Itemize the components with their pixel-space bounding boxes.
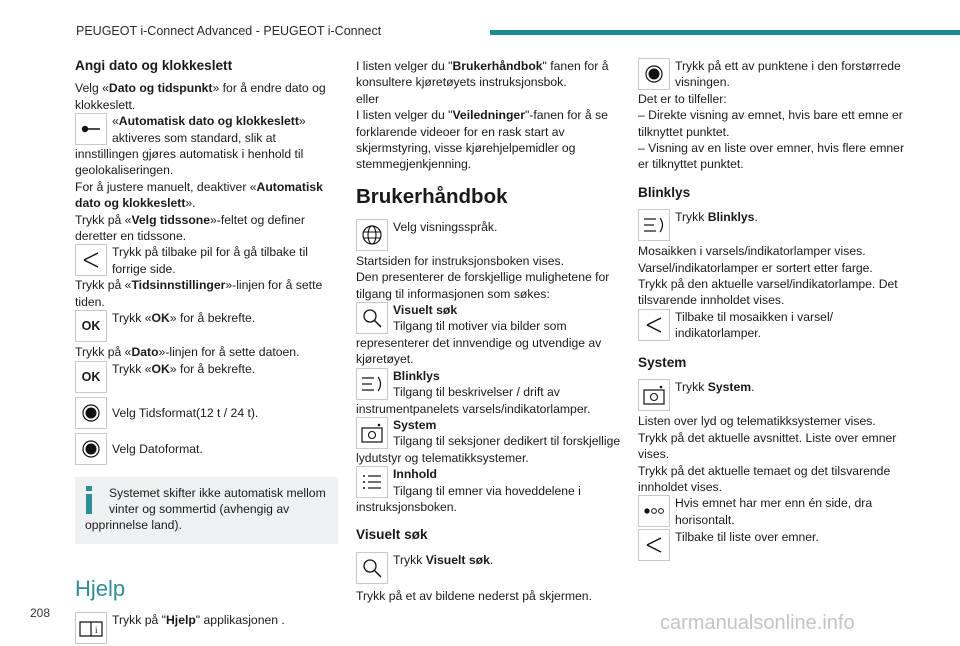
running-header: PEUGEOT i-Connect Advanced - PEUGEOT i-Connect (76, 24, 382, 38)
paragraph: Trykk på den aktuelle varsel/indikatorlampe. Det tilsvarende innholdet vises. (638, 277, 898, 308)
magnifier-icon (356, 302, 388, 334)
warning-lamps-row: Blinklys Tilgang til beskrivelser / drift av instrumentpanelets varsels/indikatorlamper. (356, 368, 591, 416)
section-heading-date-time: Angi dato og klokkeslett (75, 58, 233, 73)
paragraph: Listen over lyd og telematikksystemer vises. (638, 414, 876, 429)
auto-date-row: «Automatisk dato og klokkeslett» aktiveres som standard, slik at innstillingen gjøres automatisk i henhold til geolokaliseringen. (75, 114, 306, 178)
section-heading-hjelp: Hjelp (75, 575, 126, 601)
contents-row: Innhold Tilgang til emner via hoveddelene i instruksjonsboken. (356, 467, 581, 514)
column-2 (356, 58, 624, 604)
back-arrow-row: Trykk på tilbake pil for å gå tilbake til forrige side. (75, 244, 338, 277)
radio-selected-icon (75, 433, 107, 465)
paragraph: Mosaikken i varsels/indikatorlamper vises. (638, 244, 866, 259)
paragraph: – Visning av en liste over emner, hvis flere emner er tilknyttet punktet. (638, 141, 904, 172)
system-camera-icon (638, 379, 670, 411)
ok-row-2: OK Trykk «OK» for å bekrefte. (75, 361, 338, 395)
info-note (75, 477, 338, 544)
system-camera-icon (356, 417, 388, 449)
toggle-icon (75, 113, 107, 145)
paragraph: Velg Tidsformat(12 t / 24 t). (112, 405, 259, 420)
paragraph: – Direkte visning av emnet, hvis bare ett emne er tilknyttet punktet. (638, 108, 903, 139)
back-arrow-icon (638, 529, 670, 561)
paragraph: Trykk på det aktuelle avsnittet. Liste over emner vises. (638, 430, 897, 462)
pagination-row: Hvis emnet har mer enn én side, dra horisontalt. (638, 495, 908, 529)
note-text: opprinnelse land). (85, 518, 182, 533)
note-text: Systemet skifter ikke automatisk mellom vinter og sommertid (avhengig av (109, 485, 326, 516)
section-heading-blinklys: Blinklys (638, 184, 691, 200)
page-number: 208 (30, 606, 51, 620)
paragraph: For å justere manuelt, deaktiver «Automatisk dato og klokkeslett». (75, 179, 323, 211)
paragraph: I listen velger du "Brukerhåndbok" fanen for å konsultere kjøretøyets instruksjonsbok. (356, 59, 609, 90)
globe-icon (356, 219, 388, 251)
point-row: Trykk på ett av punktene i den forstørrede visningen. (638, 58, 908, 91)
ok-button-icon: OK (75, 310, 107, 342)
section-heading-system: System (638, 354, 687, 370)
column-1 (75, 58, 338, 646)
paragraph: Det er to tilfeller: (638, 91, 727, 106)
date-format-row (75, 433, 338, 467)
column-3 (638, 58, 908, 563)
time-format-row (75, 397, 338, 431)
paragraph: Startsiden for instruksjonsboken vises. (356, 253, 564, 268)
paragraph: Trykk på «Dato»-linjen for å sette datoen. (75, 345, 300, 360)
info-icon (85, 486, 93, 514)
blinklys-tap-row: Trykk Blinklys. (638, 209, 908, 243)
system-row: System Tilgang til seksjoner dedikert til forskjellige lydutstyr og telematikksystemer. (356, 417, 621, 465)
warning-lamp-list-icon (638, 209, 670, 241)
language-row: Velg visningsspråk. (356, 219, 624, 253)
point-dot-icon (638, 58, 670, 90)
section-heading-visual-search: Visuelt søk (356, 527, 428, 543)
radio-selected-icon (75, 397, 107, 429)
paragraph: Den presenterer de forskjellige mulighetene for tilgang til informasjonen som søkes: (356, 270, 610, 301)
ok-button-icon: OK (75, 361, 107, 393)
paragraph: Velg Datoformat. (112, 441, 203, 456)
help-book-icon (75, 612, 107, 644)
warning-lamp-list-icon (356, 368, 388, 400)
paragraph: eller (356, 91, 380, 106)
back-list-row: Tilbake til liste over emner. (638, 529, 908, 563)
section-heading-brukerhandbok: Brukerhåndbok (356, 184, 508, 208)
magnifier-icon (356, 552, 388, 584)
hjelp-row: i Trykk på "Hjelp" applikasjonen . (75, 612, 338, 646)
ok-row: OK Trykk «OK» for å bekrefte. (75, 310, 338, 344)
paragraph: Trykk på det aktuelle temaet og det tilsvarende innholdet vises. (638, 463, 891, 494)
pagination-dots-icon (638, 495, 670, 527)
paragraph: Trykk på et av bildene nederst på skjermen. (356, 588, 592, 603)
back-mosaic-row: Tilbake til mosaikken i varsel/ indikatorlamper. (638, 309, 908, 343)
svg-text:i: i (95, 624, 98, 635)
header-accent-bar (490, 30, 960, 35)
paragraph: Velg «Dato og tidspunkt» for å endre dato og klokkeslett. (75, 81, 326, 112)
visual-search-tap-row: Trykk Visuelt søk. (356, 552, 624, 586)
watermark: carmanualsonline.info (660, 612, 855, 634)
paragraph: I listen velger du "Veiledninger"-fanen for å se forklarende videoer for en rask start av skjermstyring, visse kjørehjelpemidler og stemmegjenkjenning. (356, 108, 608, 172)
paragraph: Trykk på «Tidsinnstillinger»-linjen for å sette tiden. (75, 278, 323, 309)
visual-search-row: Visuelt søk Tilgang til motiver via bilder som representerer det innvendige og utvendige av kjøretøyet. (356, 303, 602, 367)
contents-list-icon (356, 466, 388, 498)
back-arrow-icon (75, 244, 107, 276)
system-tap-row: Trykk System. (638, 379, 908, 413)
paragraph: Trykk på «Velg tidssone»-feltet og definer deretter en tidssone. (75, 212, 305, 244)
back-arrow-icon (638, 309, 670, 341)
paragraph: Varsel/indikatorlamper er sortert etter farge. (638, 260, 873, 275)
